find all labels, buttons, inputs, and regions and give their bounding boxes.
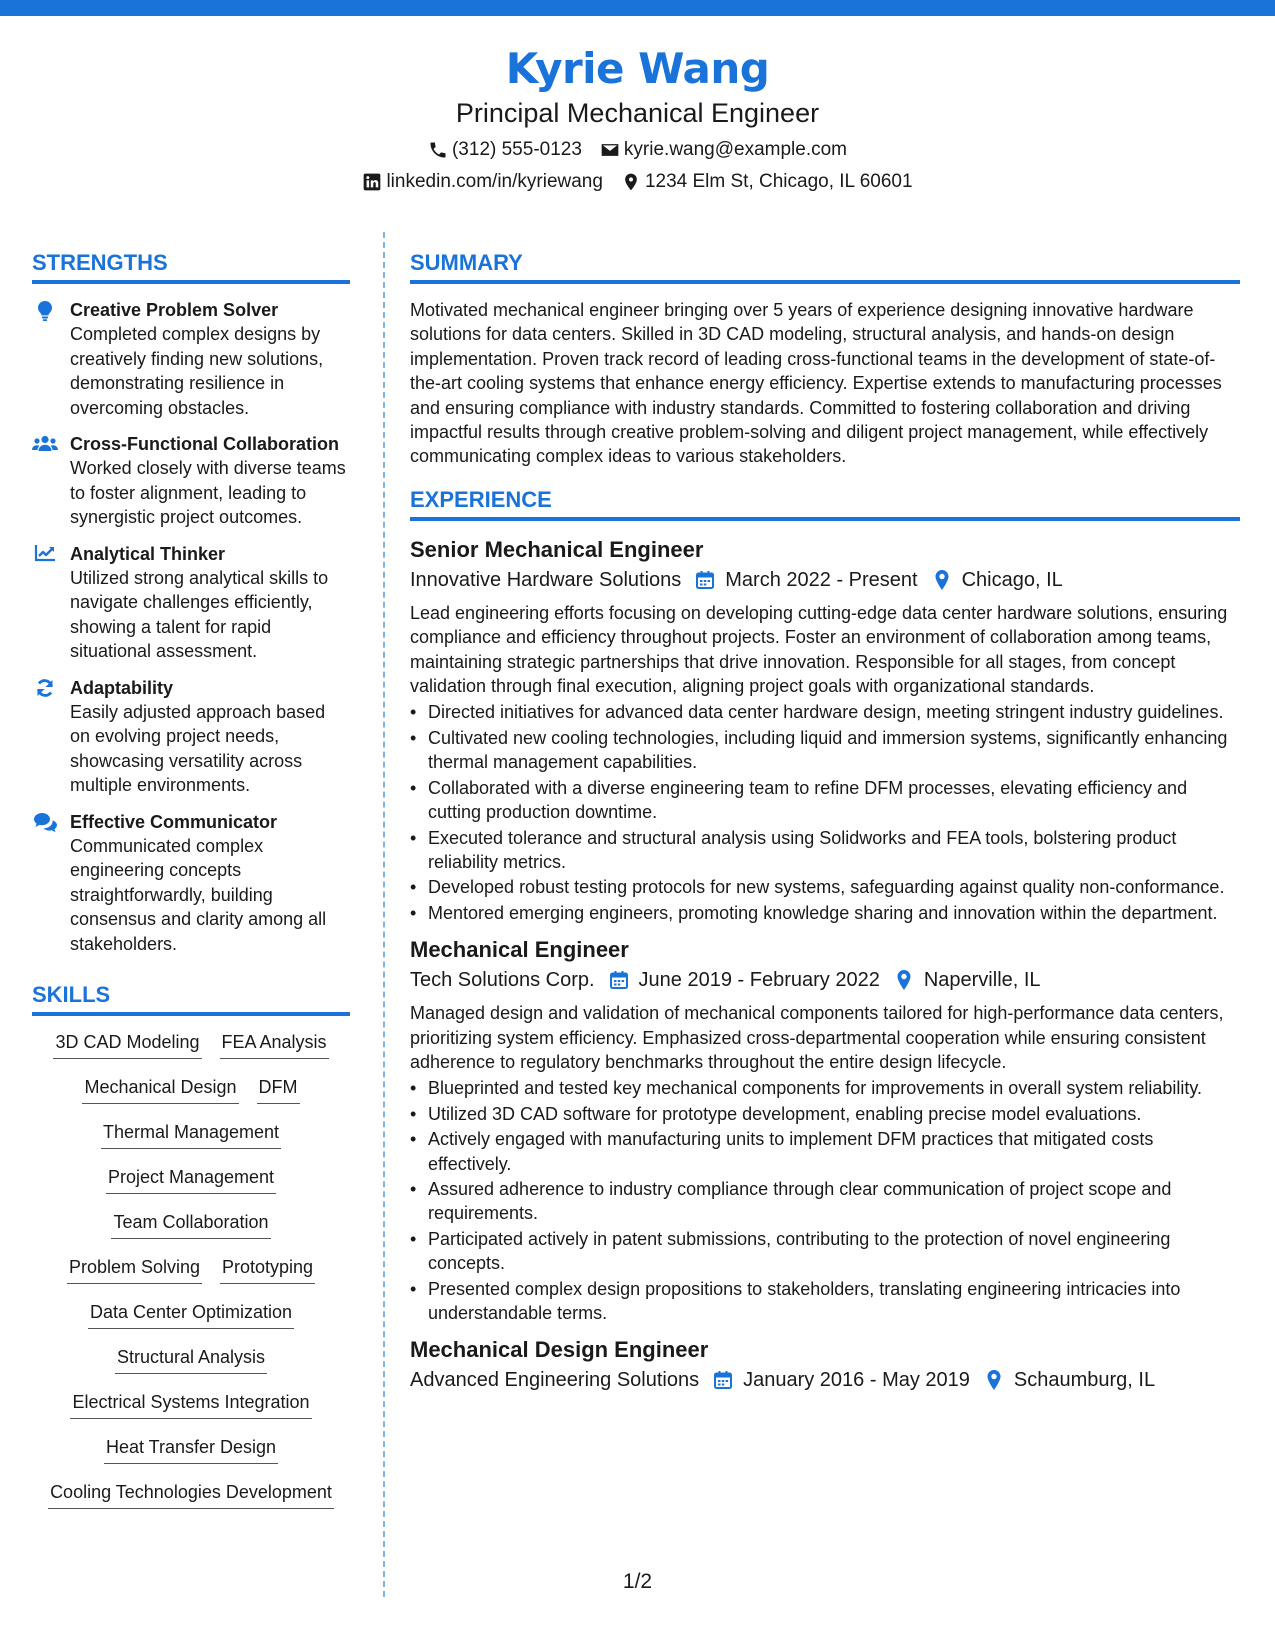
job-bullet: • Developed robust testing protocols for new systems, safeguarding against quality non-conformance. [410, 875, 1240, 899]
strength-item [32, 676, 350, 798]
job-location: Naperville, IL [923, 969, 1041, 992]
job-description: Managed design and validation of mechanical components tailored for high-performance data centers, prioritizing system efficiency. Emphasized cross-departmental cooperation while ensuring consistent adherence to regulatory benchmarks throughout the entire design lifecycle. [410, 1003, 1224, 1072]
calendar-icon [609, 970, 629, 990]
comments-icon [33, 812, 57, 832]
job-bullets [410, 1076, 1240, 1325]
job-bullet: • Cultivated new cooling technologies, including liquid and immersion systems, significantly enhancing thermal management capabilities. [410, 726, 1240, 775]
job-bullet: • Collaborated with a diverse engineering team to refine DFM processes, elevating efficiency and cutting production downtime. [410, 776, 1240, 825]
job-bullet: • Presented complex design propositions to stakeholders, translating engineering intricacies into understandable terms. [410, 1277, 1240, 1326]
strength-title: Cross-Functional Collaboration [70, 434, 340, 454]
candidate-name: Kyrie Wang [505, 44, 770, 93]
phone-contact [428, 138, 582, 162]
skill-tag: Project Management [106, 1165, 276, 1194]
users-icon [32, 434, 58, 454]
experience-heading: EXPERIENCE [410, 485, 1240, 521]
calendar-icon [713, 1370, 733, 1390]
left-column [32, 248, 350, 1525]
job-bullet: • Blueprinted and tested key mechanical components for improvements in overall system reliability. [410, 1076, 1240, 1100]
skills-heading: SKILLS [32, 980, 350, 1016]
job-bullet: • Directed initiatives for advanced data center hardware design, meeting stringent industry guidelines. [410, 700, 1240, 724]
skill-tag: Heat Transfer Design [104, 1435, 278, 1464]
email-contact[interactable] [600, 138, 847, 162]
strength-item [32, 810, 350, 957]
job-dates: January 2016 - May 2019 [743, 1369, 970, 1392]
skill-tag: Thermal Management [101, 1120, 281, 1149]
job-title: Mechanical Design Engineer [410, 1337, 709, 1363]
skill-tag: DFM [257, 1075, 300, 1104]
job-title: Senior Mechanical Engineer [410, 536, 704, 562]
job-location: Schaumburg, IL [1013, 1369, 1156, 1392]
skill-tag: Data Center Optimization [88, 1300, 294, 1329]
resume-header [0, 40, 1275, 194]
calendar-icon [695, 570, 715, 590]
job-entry [410, 535, 1240, 925]
strength-description: Completed complex designs by creatively finding new solutions, demonstrating resilience in overcoming obstacles. [70, 324, 324, 418]
job-description: Lead engineering efforts focusing on developing cutting-edge data center hardware solutions, ensuring compliance and efficiency throughout projects. Foster an environment of collaboration among teams, maintaining strategic partnerships that drive innovation. Responsible for all stages, from concept validation through final execution, aligning project goals with organizational standards. [410, 602, 1228, 697]
skill-tag: Structural Analysis [115, 1345, 267, 1374]
summary-heading: SUMMARY [410, 248, 1240, 284]
strengths-heading: STRENGTHS [32, 248, 350, 284]
email-text: kyrie.wang@example.com [623, 139, 848, 160]
job-company: Advanced Engineering Solutions [410, 1369, 700, 1392]
skill-tag: Prototyping [220, 1255, 315, 1284]
job-bullet: • Actively engaged with manufacturing units to implement DFM practices that mitigated costs effectively. [410, 1127, 1240, 1176]
skill-tag: 3D CAD Modeling [53, 1030, 201, 1059]
linkedin-icon [362, 172, 382, 192]
strength-description: Utilized strong analytical skills to navigate challenges efficiently, showing a talent for rapid situational assessment. [70, 567, 329, 661]
job-meta [410, 1365, 1240, 1395]
strength-title: Analytical Thinker [70, 543, 226, 564]
strength-title: Effective Communicator [70, 811, 278, 832]
right-column [410, 248, 1240, 1405]
skill-tag: FEA Analysis [220, 1030, 329, 1059]
lightbulb-icon [36, 300, 54, 322]
skill-tag: Mechanical Design [82, 1075, 238, 1104]
job-meta [410, 965, 1240, 995]
location-pin-icon [621, 172, 641, 192]
job-company: Innovative Hardware Solutions [410, 568, 682, 591]
job-bullet: • Participated actively in patent submissions, contributing to the protection of novel engineering concepts. [410, 1227, 1240, 1276]
job-bullet: • Executed tolerance and structural analysis using Solidworks and FEA tools, bolstering product reliability metrics. [410, 826, 1240, 875]
job-title: Mechanical Engineer [410, 937, 629, 963]
envelope-icon [600, 140, 620, 160]
strength-description: Communicated complex engineering concepts straightforwardly, building consensus and clarity among all stakeholders. [70, 835, 327, 954]
job-bullet: • Mentored emerging engineers, promoting knowledge sharing and innovation within the department. [410, 901, 1240, 925]
strength-description: Easily adjusted approach based on evolving project needs, showcasing versatility across multiple environments. [70, 701, 326, 795]
job-entry [410, 1335, 1240, 1395]
contact-line-2 [0, 170, 1275, 194]
page-number: 1/2 [622, 1570, 653, 1593]
strength-title: Creative Problem Solver [70, 300, 279, 320]
summary-text: Motivated mechanical engineer bringing over 5 years of experience designing innovative hardware solutions for data centers. Skilled in 3D CAD modeling, structural analysis, and hands-on design implementation. Proven track record of leading cross-functional teams in the development of state-of-the-art cooling systems that enhance energy efficiency. Expertise extends to manufacturing processes and ensuring compliance with industry standards. Committed to fostering collaboration and driving impactful results through creative problem-solving and diligent project management, while effectively communicating complex ideas to various stakeholders. [410, 300, 1222, 467]
skills-list [32, 1030, 350, 1509]
address-contact [621, 170, 913, 194]
linkedin-text: linkedin.com/in/kyriewang [386, 171, 603, 192]
job-location: Chicago, IL [961, 568, 1063, 591]
column-divider [383, 232, 385, 1597]
location-pin-icon [894, 970, 914, 990]
skill-tag: Team Collaboration [111, 1210, 270, 1239]
chart-line-icon [34, 544, 56, 562]
strength-title: Adaptability [70, 677, 174, 698]
skill-tag: Problem Solving [67, 1255, 202, 1284]
strength-item [32, 542, 350, 664]
address-text: 1234 Elm St, Chicago, IL 60601 [644, 171, 913, 192]
job-bullet: • Assured adherence to industry compliance through clear communication of project scope and requirements. [410, 1177, 1240, 1226]
strength-item [32, 298, 350, 420]
sync-icon [35, 678, 55, 698]
skill-tag: Cooling Technologies Development [48, 1480, 334, 1509]
location-pin-icon [984, 1370, 1004, 1390]
job-dates: March 2022 - Present [725, 568, 918, 591]
contact-line-1 [0, 138, 1275, 162]
candidate-headline: Principal Mechanical Engineer [455, 98, 820, 128]
job-entry [410, 935, 1240, 1325]
strength-item [32, 432, 350, 530]
job-dates: June 2019 - February 2022 [638, 969, 880, 992]
job-company: Tech Solutions Corp. [410, 969, 595, 992]
phone-text: (312) 555-0123 [451, 139, 582, 160]
job-bullets [410, 700, 1240, 925]
location-pin-icon [932, 570, 952, 590]
top-accent-bar [0, 0, 1275, 16]
skill-tag: Electrical Systems Integration [70, 1390, 311, 1419]
strength-description: Worked closely with diverse teams to foster alignment, leading to synergistic project outcomes. [70, 458, 346, 527]
phone-icon [428, 140, 448, 160]
job-bullet: • Utilized 3D CAD software for prototype development, enabling precise model evaluations. [410, 1102, 1240, 1126]
job-meta [410, 565, 1240, 595]
linkedin-contact[interactable] [362, 170, 603, 194]
